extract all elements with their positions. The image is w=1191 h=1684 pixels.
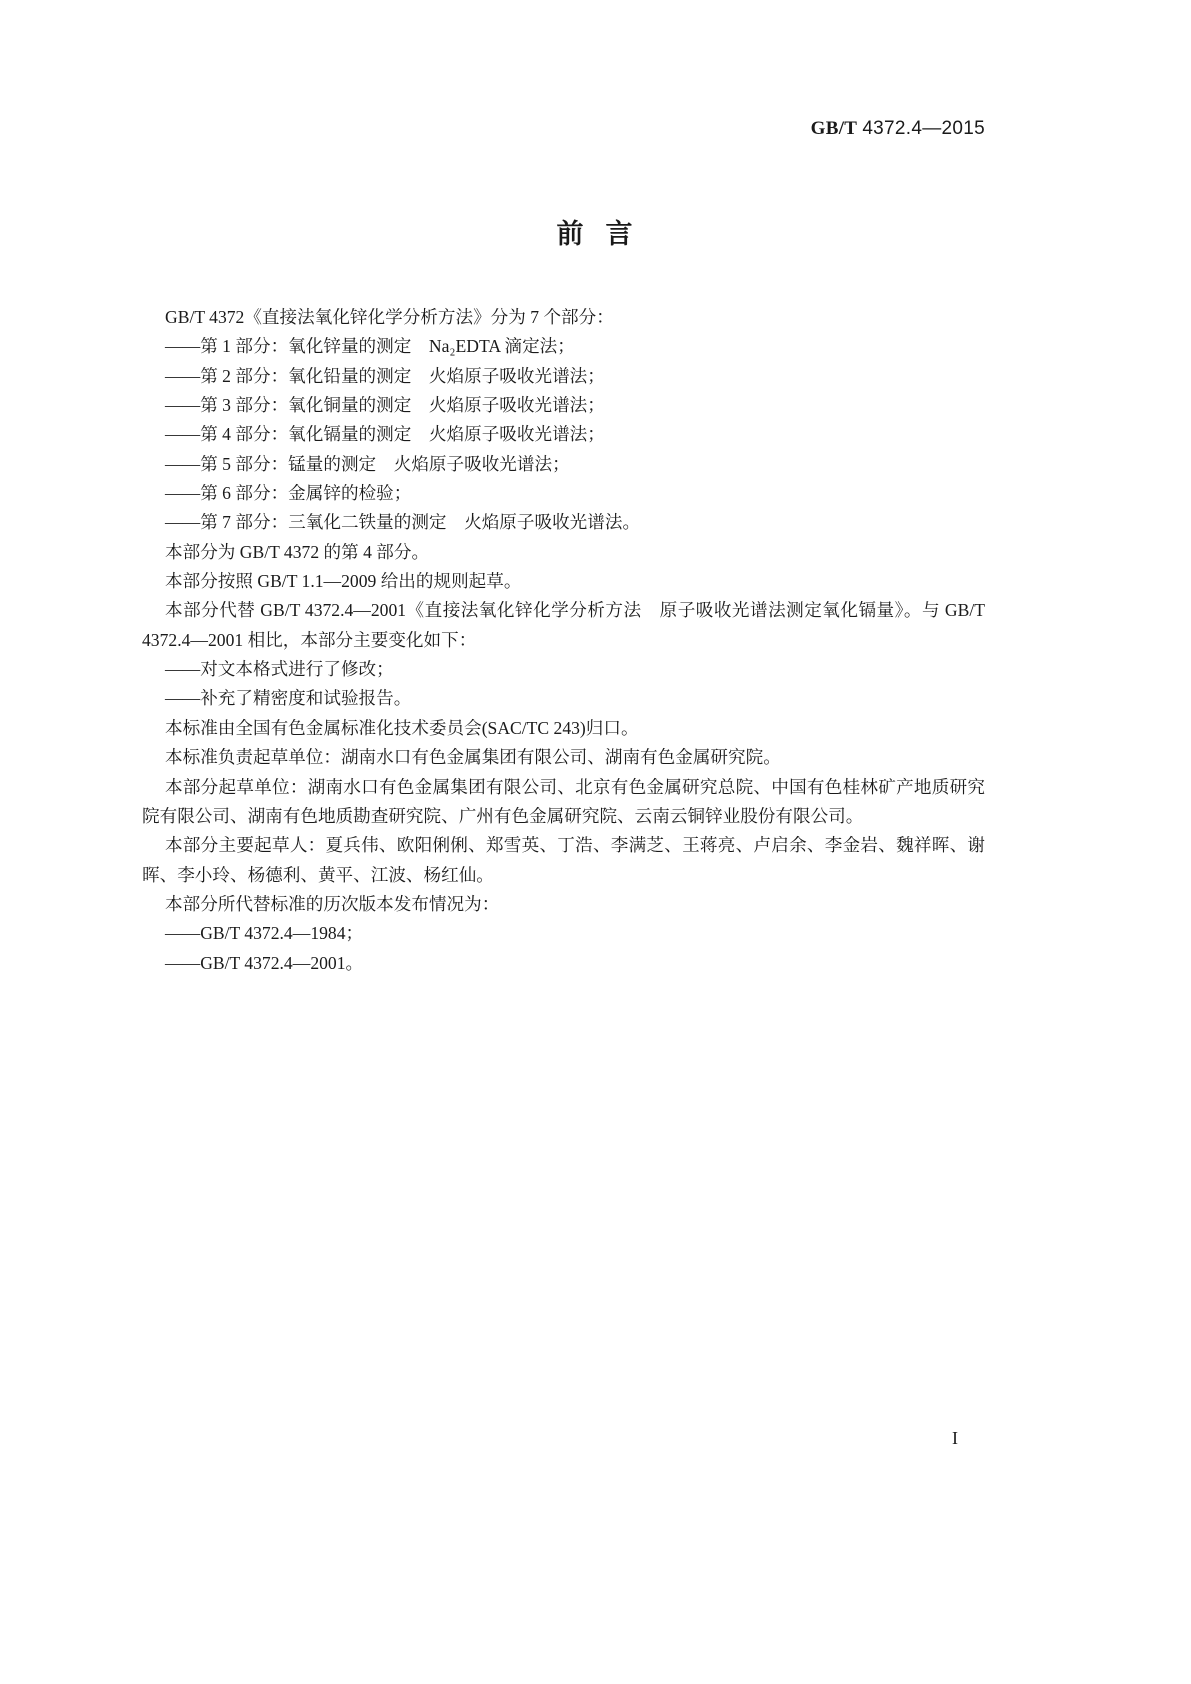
list-item: ——GB/T 4372.4—2001。 bbox=[165, 952, 364, 973]
standard-code: GB/T bbox=[810, 118, 858, 139]
list-item: ——第 2 部分：氧化铅量的测定 火焰原子吸收光谱法； bbox=[165, 365, 605, 386]
title-char: 前 bbox=[556, 219, 586, 250]
list-item: ——GB/T 4372.4—1984； bbox=[165, 923, 364, 944]
list-item: ——对文本格式进行了修改； bbox=[165, 659, 394, 680]
paragraph: 本标准负责起草单位：湖南水口有色金属集团有限公司、湖南有色金属研究院。 bbox=[165, 747, 781, 768]
list-item: ——第 1 部分：氧化锌量的测定 Na₂EDTA 滴定法； bbox=[165, 336, 575, 357]
list-item: ——第 5 部分：锰量的测定 火焰原子吸收光谱法； bbox=[165, 453, 570, 474]
list-item: ——补充了精密度和试验报告。 bbox=[165, 688, 412, 709]
paragraph: GB/T 4372《直接法氧化锌化学分析方法》分为 7 个部分： bbox=[165, 307, 614, 327]
standard-header bbox=[811, 118, 985, 140]
paragraph: 本部分代替 GB/T 4372.4—2001《直接法氧化锌化学分析方法 原子吸收光谱法测定氧化镉量》。与 GB/T 4372.4—2001 相比，本部分主要变化如下： bbox=[142, 600, 985, 650]
foreword-body bbox=[142, 303, 985, 978]
page-title bbox=[0, 212, 1191, 251]
paragraph: 本部分主要起草人：夏兵伟、欧阳俐俐、郑雪英、丁浩、李满芝、王蒋亮、卢启余、李金岩、魏祥晖、谢晖、李小玲、杨德利、黄平、江波、杨红仙。 bbox=[142, 835, 985, 885]
paragraph: 本部分按照 GB/T 1.1—2009 给出的规则起草。 bbox=[165, 571, 522, 592]
title-char: 言 bbox=[605, 219, 635, 250]
paragraph: 本标准由全国有色金属标准化技术委员会(SAC/TC 243)归口。 bbox=[165, 717, 639, 738]
list-item: ——第 3 部分：氧化铜量的测定 火焰原子吸收光谱法； bbox=[165, 395, 605, 416]
paragraph: 本部分起草单位：湖南水口有色金属集团有限公司、北京有色金属研究总院、中国有色桂林矿产地质研究院有限公司、湖南有色地质勘查研究院、广州有色金属研究院、云南云铜锌业股份有限公司。 bbox=[142, 776, 985, 826]
list-item: ——第 6 部分：金属锌的检验； bbox=[165, 483, 412, 504]
standard-number: 4372.4—2015 bbox=[862, 118, 985, 139]
paragraph: 本部分为 GB/T 4372 的第 4 部分。 bbox=[165, 541, 430, 562]
list-item: ——第 7 部分：三氧化二铁量的测定 火焰原子吸收光谱法。 bbox=[165, 512, 641, 533]
paragraph: 本部分所代替标准的历次版本发布情况为： bbox=[165, 893, 500, 914]
page-number: I bbox=[952, 1428, 958, 1448]
list-item: ——第 4 部分：氧化镉量的测定 火焰原子吸收光谱法； bbox=[165, 424, 605, 445]
